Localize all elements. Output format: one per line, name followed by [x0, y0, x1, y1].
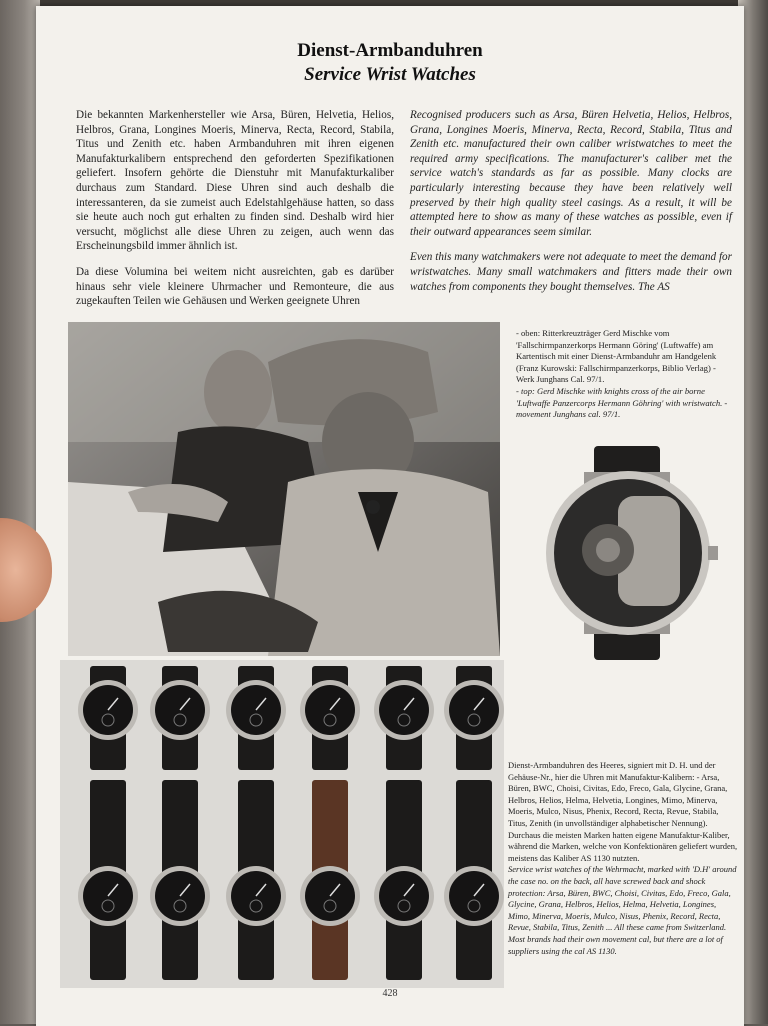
photo-caption-english: - top: Gerd Mischke with knights cross of the air borne 'Luftwaffe Panzercorps Hermann Göhring' with wristwatch. - movement Junghans cal. 97/1. — [516, 385, 728, 420]
collection-caption-german: Dienst-Armbanduhren des Heeres, signiert mit D. H. und der Gehäuse-Nr., hier die Uhren mit Manufaktur-Kalibern: - Arsa, Büren, BWC, Choisi, Civitas, Edo, Freco, Gala, Glycine, Grana, Helbros, Helios, Helma, Helvetia, Longines, Mimo, Minerva, Moeris, Mulco, Nisus, Phenix, Record, Recta, Revue, Stabila, Titus, Zenith (in unvollständiger alphabetischer Nennung). Durchaus die meisten Marken hatten eigene Manufaktur-Kaliber, während die Marken, welche von Konfektionären geliefert wurden, meistens das Kaliber AS 1130 nutzten. — [508, 760, 738, 863]
watch-5 — [374, 666, 434, 770]
german-text-column — [76, 108, 394, 320]
english-paragraph-2: Even this many watchmakers were not adequate to meet the demand for wristwatches. Many small watchmakers and fitters made their own watches from components they bought themselves. The AS — [410, 251, 732, 293]
background-left — [0, 0, 40, 1024]
page-title-german: Dienst-Armbanduhren — [297, 40, 483, 61]
watch-11 — [374, 780, 434, 980]
watch-12 — [444, 780, 504, 980]
watch-3 — [226, 666, 286, 770]
watch-2 — [150, 666, 210, 770]
page-title-english: Service Wrist Watches — [304, 64, 476, 85]
page-number: 428 — [382, 988, 398, 999]
watch-7 — [78, 780, 138, 980]
watch-8 — [150, 780, 210, 980]
collection-caption-english: Service wrist watches of the Wehrmacht, marked with 'D.H' around the case no. on the back, all have screwed back and shock protection: Arsa, Büren, BWC, Choisi, Civitas, Edo, Freco, Gala, Glycine, Grana, Helbros, Helios, Helma, Helvetia, Longines, Mimo, Minerva, Moeris, Mulco, Nisus, Phenix, Record, Recta, Revue, Stabila, Titus, Zenith ... All these came from Switzerland. Most brands had their own movement cal, but there are a lot of suppliers using the cal AS 1130. — [508, 864, 737, 956]
photo-caption-german: - oben: Ritterkreuzträger Gerd Mischke vom 'Fallschirmpanzerkorps Hermann Göring' (Luftwaffe) am Kartentisch mit einer Dienst-Armbanduhr am Handgelenk (Franz Kurowski: Fallschirmpanzerkorps, Biblio Verlag) - Werk Junghans Cal. 97/1. — [516, 328, 717, 385]
watch-9 — [226, 780, 286, 980]
watch-movement-image — [536, 446, 720, 660]
watch-4 — [300, 666, 360, 770]
collection-caption — [508, 760, 738, 957]
watch-10 — [300, 780, 360, 980]
watch-1 — [78, 666, 138, 770]
historical-photo — [68, 322, 500, 656]
english-text-column — [410, 108, 732, 305]
english-paragraph-1: Recognised producers such as Arsa, Büren Helvetia, Helios, Helbros, Grana, Longines Moeris, Minerva, Recta, Record, Stabila, Titus and Zenith etc. manufactured their own caliber wristwatches to meet the required army specifications. The manufacturer's caliber met the service watch's standards as far as possible. Many clocks are particularly interesting because they have been relatively well preserved by their high quality steel casings. As a result, it will be attempted here to show as many of these watches as possible, even if their outward appearances seem similar. — [410, 109, 732, 238]
book-page — [36, 6, 744, 1026]
watch-6 — [444, 666, 504, 770]
watch-collection-photo — [60, 660, 504, 988]
german-paragraph-1: Die bekannten Markenhersteller wie Arsa, Büren, Helvetia, Helios, Helbros, Grana, Longines Moeris, Minerva, Recta, Record, Stabila, Titus und Zenith etc. haben Armbanduhren mit ihren eigenen Manufakturkalibern entsprechend den geforderten Spezifikationen geliefert. Insofern gehörte die Dienstuhr mit Manufakturkaliber durchaus zum Standard. Diese Uhren sind auch deshalb die interessanteren, da sie zumeist auch Edelstahlgehäuse hatten, so dass sie heute auch noch gut erhalten zu finden sind. Deshalb wird hier versucht, möglichst alle diese Uhren zu zeigen, auch wenn das Erscheinungsbild immer ähnlich ist. — [76, 109, 394, 253]
photo-caption — [516, 328, 732, 421]
german-paragraph-2: Da diese Volumina bei weitem nicht ausreichten, gab es darüber hinaus sehr viele kleinere Uhrmacher und Remonteure, die aus zugekauften Teilen wie Gehäusen und Werken geeignete Uhren — [76, 265, 394, 308]
